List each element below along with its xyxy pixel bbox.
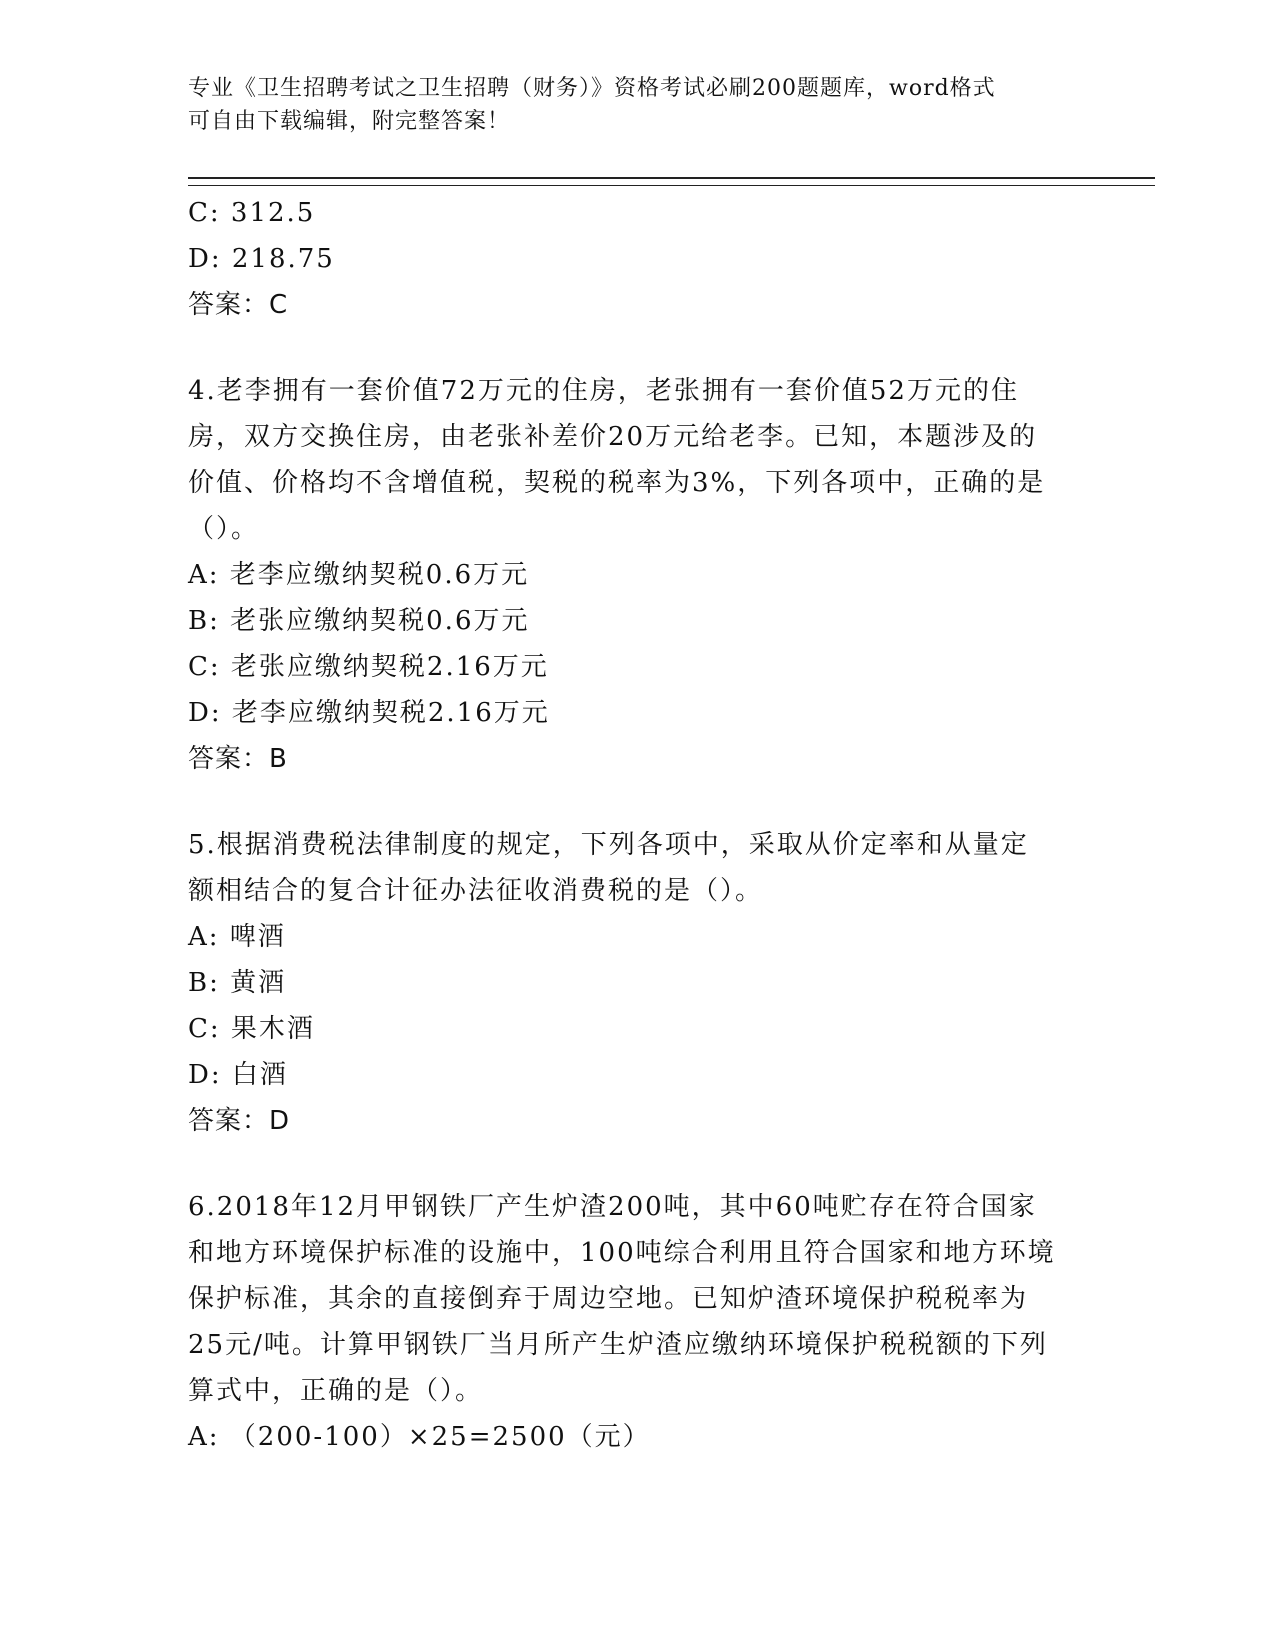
document-body	[188, 190, 1088, 1460]
question-stem-line: 价值、价格均不含增值税，契税的税率为3%，下列各项中，正确的是	[188, 468, 1046, 498]
question-stem-line: 6.2018年12月甲钢铁厂产生炉渣200吨，其中60吨贮存在符合国家	[188, 1192, 1037, 1222]
header-title-line-1: 专业《卫生招聘考试之卫生招聘（财务）》资格考试必刷200题题库，word格式	[188, 76, 996, 101]
option-c: C: 312.5	[188, 198, 316, 228]
answer-line: 答案：D	[188, 1106, 291, 1136]
option-a: A: （200-100）×25=2500（元）	[188, 1422, 651, 1452]
option-d: D: 218.75	[188, 244, 335, 274]
answer-line: 答案：C	[188, 290, 289, 320]
question-stem-line: （）。	[188, 514, 260, 544]
header-divider	[188, 177, 1155, 186]
option-d: D: 老李应缴纳契税2.16万元	[188, 698, 550, 728]
option-b: B: 黄酒	[188, 968, 287, 998]
option-d: D: 白酒	[188, 1060, 288, 1090]
option-c: C: 果木酒	[188, 1014, 315, 1044]
question-stem-line: 额相结合的复合计征办法征收消费税的是（）。	[188, 876, 764, 906]
answer-line: 答案：B	[188, 744, 288, 774]
option-a: A: 老李应缴纳契税0.6万元	[188, 560, 530, 590]
question-3	[188, 190, 1088, 328]
question-stem-line: 房，双方交换住房，由老张补差价20万元给老李。已知，本题涉及的	[188, 422, 1038, 452]
question-stem-line: 25元/吨。计算甲钢铁厂当月所产生炉渣应缴纳环境保护税税额的下列	[188, 1330, 1048, 1360]
option-c: C: 老张应缴纳契税2.16万元	[188, 652, 549, 682]
question-6	[188, 1184, 1088, 1460]
option-b: B: 老张应缴纳契税0.6万元	[188, 606, 530, 636]
question-5	[188, 822, 1088, 1144]
option-a: A: 啤酒	[188, 922, 286, 952]
question-stem-line: 保护标准，其余的直接倒弃于周边空地。已知炉渣环境保护税税率为	[188, 1284, 1029, 1314]
question-stem-line: 5.根据消费税法律制度的规定，下列各项中，采取从价定率和从量定	[188, 830, 1029, 860]
page-header	[188, 72, 1088, 138]
question-stem-line: 算式中，正确的是（）。	[188, 1376, 484, 1406]
question-stem-line: 和地方环境保护标准的设施中，100吨综合利用且符合国家和地方环境	[188, 1238, 1056, 1268]
header-title-line-2: 可自由下载编辑，附完整答案！	[188, 109, 511, 134]
question-stem-line: 4.老李拥有一套价值72万元的住房，老张拥有一套价值52万元的住	[188, 376, 1019, 406]
question-4	[188, 368, 1088, 782]
